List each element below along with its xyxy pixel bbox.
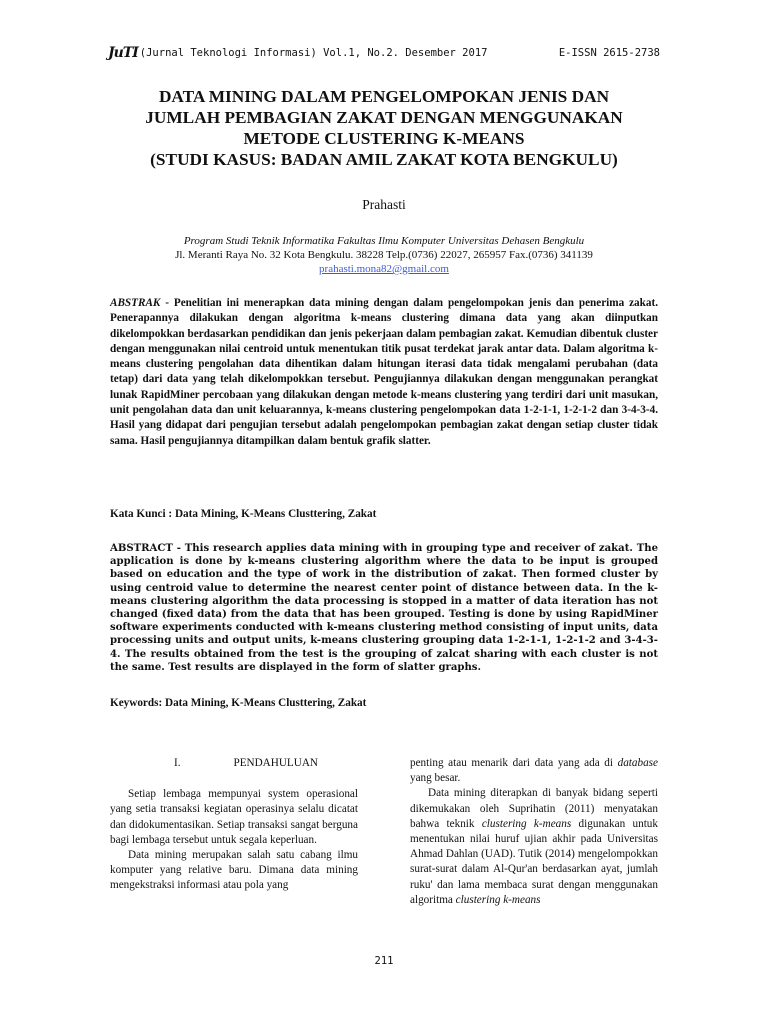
affiliation [100,234,668,276]
section-number: I. [174,757,181,769]
italic-run: clustering k-means [481,817,572,830]
abstrak [110,296,658,449]
section-title: PENDAHULUAN [233,757,318,769]
running-header [108,44,660,62]
title-line: (STUDI KASUS: BADAN AMIL ZAKAT KOTA BENGKULU) [150,150,618,169]
right-column [410,756,658,908]
section-heading [110,756,358,771]
email-link[interactable]: prahasti.mona82@gmail.com [319,263,449,275]
text-run: digunakan untuk menentukan nilai huruf ujian akhir pada Universitas Ahmad Dahlan (UAD). Tutik (2014) mengelompokkan surat-surat dalam Al-Qur'an berdasarkan ayat, jumlah ruku' dan lama membaca surat dengan menggunakan algoritma [410,817,658,906]
paragraph [410,786,658,908]
title-line: METODE CLUSTERING K-MEANS [243,129,525,148]
text-run: yang besar. [410,772,461,785]
title-line: DATA MINING DALAM PENGELOMPOKAN JENIS DAN [158,87,610,106]
paragraph: Data mining merupakan salah satu cabang ilmu komputer yang relative baru. Dimana data mining mengekstraksi informasi atau pola yang [110,849,358,892]
journal-logo: JuTI [108,45,138,61]
italic-run: database [617,757,658,769]
address: Jl. Meranti Raya No. 32 Kota Bengkulu. 38228 Telp.(0736) 22027, 265957 Fax.(0736) 341139 [175,249,593,261]
text-run: penting atau menarik dari data yang ada di [410,757,618,769]
italic-run: clustering k-means [455,893,541,906]
page-number: 211 [374,955,394,967]
journal-citation: (Jurnal Teknologi Informasi) Vol.1, No.2. Desember 2017 [139,47,488,59]
paragraph [410,756,658,786]
abstrak-label: ABSTRAK [110,297,161,309]
institution: Program Studi Teknik Informatika Fakultas Ilmu Komputer Universitas Dehasen Bengkulu [183,235,585,247]
author-name: Prahasti [362,197,406,212]
left-column [110,756,358,894]
abstrak-text: - Penelitian ini menerapkan data mining dengan dalam pengelompokan jenis dan penerima zakat. Penerapannya dilakukan dengan algoritma k-means clustering dimana data yang akan diinputkan dikelompokkan berdasarkan pendidikan dan jenis pekerjaan dalam pembagian zakat. Kemudian dibentuk cluster dengan menggunakan nilai centroid untuk menentukan titik pusat terdekat jarak antar data. Dalam algoritma k-means clustering pengolahan data dihentikan dalam hitungan iterasi data tidak mengalami perubahan (data tetap) dari data yang telah dikelompokkan tersebut. Pengujiannya dilakukan dengan menggunakan perangkat lunak RapidMiner percobaan yang dilakukan dengan metode k-means clustering yang terdiri dari unit masukan, unit pengolahan data dan unit keluarannya, k-means clustering pengelompokan data 1-2-1-1, 1-2-1-2 dan 3-4-3-4. Hasil yang didapat dari pengujian tersebut adalah pengelompokan pembagian zakat dengan setiap cluster tidak sama. Hasil pengujiannya ditampilkan dalam bentuk grafik slatter. [110,297,658,447]
text-run: Data mining diterapkan di banyak bidang seperti dikemukakan oleh Suprihatin (2011) menyatakan bahwa teknik [410,787,658,830]
kata-kunci: Kata Kunci : Data Mining, K-Means Clusttering, Zakat [110,508,377,520]
abstract-english: ABSTRACT - This research applies data mining with in grouping type and receiver of zakat. The application is done by k-means clustering algorithm where the data to be input is grouped based on education and the type of work in the distribution of zakat. Then formed cluster by using centroid value to determine the nearest center point of distance between data. In the k-means clustering algorithm the data processing is stopped in a matter of data iteration has not changed (fixed data) from the data that has been grouped. Testing is done by using RapidMiner software experiments conducted with k-means clustering method consisting of input units, data processing units and output units, k-means clustering grouping data 1-2-1-1, 1-2-1-2 and 3-4-3-4. The results obtained from the test is the grouping of zalcat sharing with each cluster is not the same. Test results are displayed in the form of slatter graphs. [110,543,658,673]
paragraph: Setiap lembaga mempunyai system operasional yang setia transaksi kegiatan operasinya selalu dicatat dan didokumentasikan. Setiap transaksi sangat berguna bagi lembaga tersebut untuk segala keperluan. [110,788,358,846]
keywords-english: Keywords: Data Mining, K-Means Clusttering, Zakat [110,697,367,709]
paper-title [100,86,668,170]
title-line: JUMLAH PEMBAGIAN ZAKAT DENGAN MENGGUNAKAN [145,108,623,127]
issn: E-ISSN 2615-2738 [558,47,660,59]
